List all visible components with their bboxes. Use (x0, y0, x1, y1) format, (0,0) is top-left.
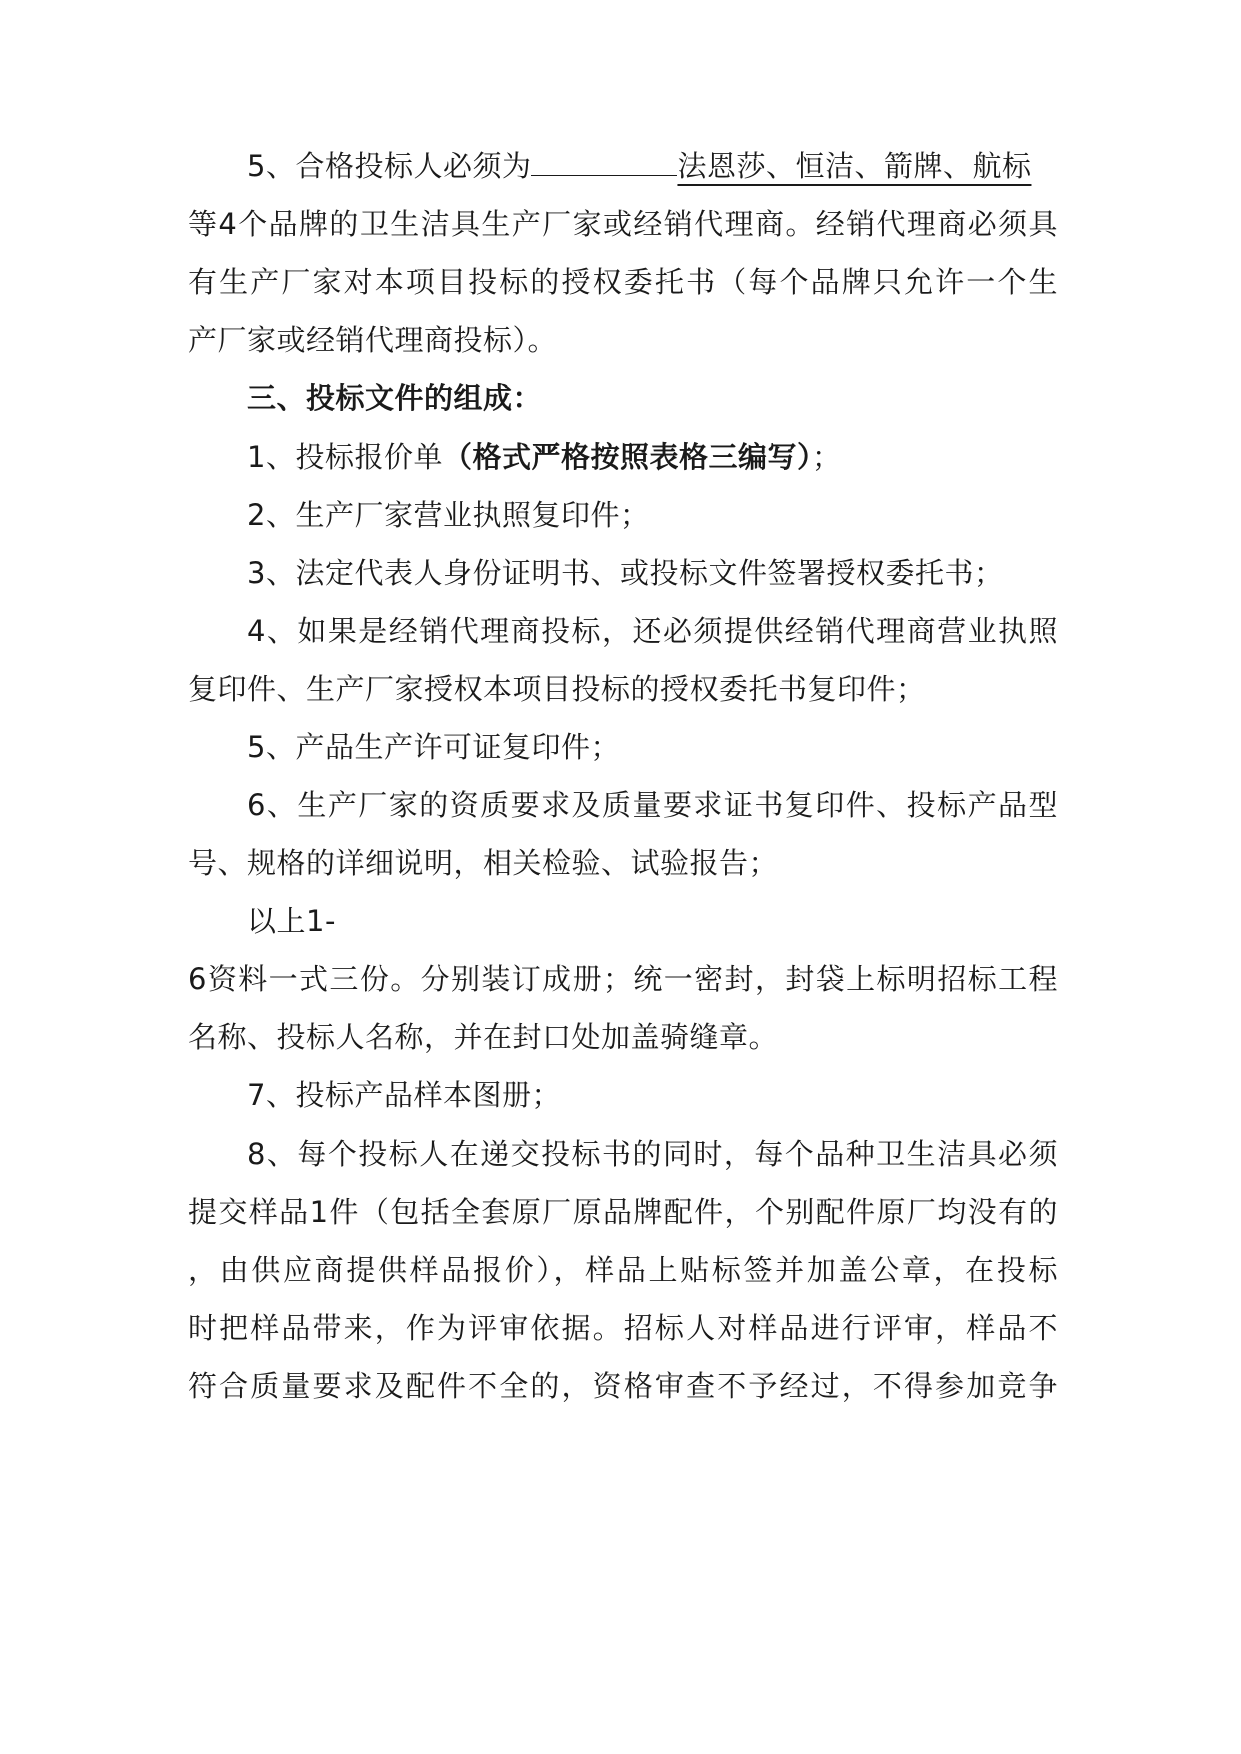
list-item-4-line2: 复印件、生产厂家授权本项目投标的授权委托书复印件； (188, 672, 926, 706)
note-line2: 6资料一式三份。分别装订成册；统一密封，封袋上标明招标工程 (188, 962, 1058, 996)
note-line3: 名称、投标人名称，并在封口处加盖骑缝章。 (188, 1020, 779, 1054)
list-item-2: 2、生产厂家营业执照复印件； (247, 498, 650, 532)
list-item-1-text: 1、投标报价单 (247, 440, 443, 474)
list-item-5: 5、产品生产许可证复印件； (247, 730, 620, 764)
item5-brands: 法恩莎、恒洁、箭牌、航标 (677, 149, 1032, 183)
list-item-8-line2: 提交样品1件（包括全套原厂原品牌配件，个别配件原厂均没有的 (188, 1195, 1058, 1229)
paragraph-item5-line1 (247, 133, 1058, 199)
list-item-8-line4: 时把样品带来，作为评审依据。招标人对样品进行评审，样品不 (188, 1311, 1058, 1345)
list-item-8-line5: 符合质量要求及配件不全的，资格审查不予经过，不得参加竞争 (188, 1369, 1058, 1403)
paragraph-item5-line3: 有生产厂家对本项目投标的授权委托书（每个品牌只允许一个生 (188, 265, 1058, 299)
paragraph-item5-line2: 等4个品牌的卫生洁具生产厂家或经销代理商。经销代理商必须具 (188, 207, 1058, 241)
list-item-3: 3、法定代表人身份证明书、或投标文件签署授权委托书； (247, 556, 1004, 590)
list-item-6-line2: 号、规格的详细说明，相关检验、试验报告； (188, 846, 779, 880)
list-item-7: 7、投标产品样本图册； (247, 1078, 561, 1112)
item5-prefix: 5、合格投标人必须为 (247, 149, 532, 183)
list-item-8-line3: ，由供应商提供样品报价），样品上贴标签并加盖公章，在投标 (188, 1253, 1058, 1287)
list-item-8-line1: 8、每个投标人在递交投标书的同时，每个品种卫生洁具必须 (247, 1137, 1058, 1171)
section-heading: 三、投标文件的组成： (247, 381, 543, 415)
paragraph-item5-line4: 产厂家或经销代理商投标）。 (188, 323, 558, 357)
list-item-1-suffix: ； (811, 440, 842, 474)
blank-underline (531, 141, 677, 176)
list-item-6-line1: 6、生产厂家的资质要求及质量要求证书复印件、投标产品型 (247, 788, 1058, 822)
list-item-1 (247, 424, 1058, 490)
list-item-4-line1: 4、如果是经销代理商投标，还必须提供经销代理商营业执照 (247, 614, 1058, 648)
note-line1: 以上1- (247, 904, 336, 938)
list-item-1-bold: （格式严格按照表格三编写） (442, 440, 812, 474)
